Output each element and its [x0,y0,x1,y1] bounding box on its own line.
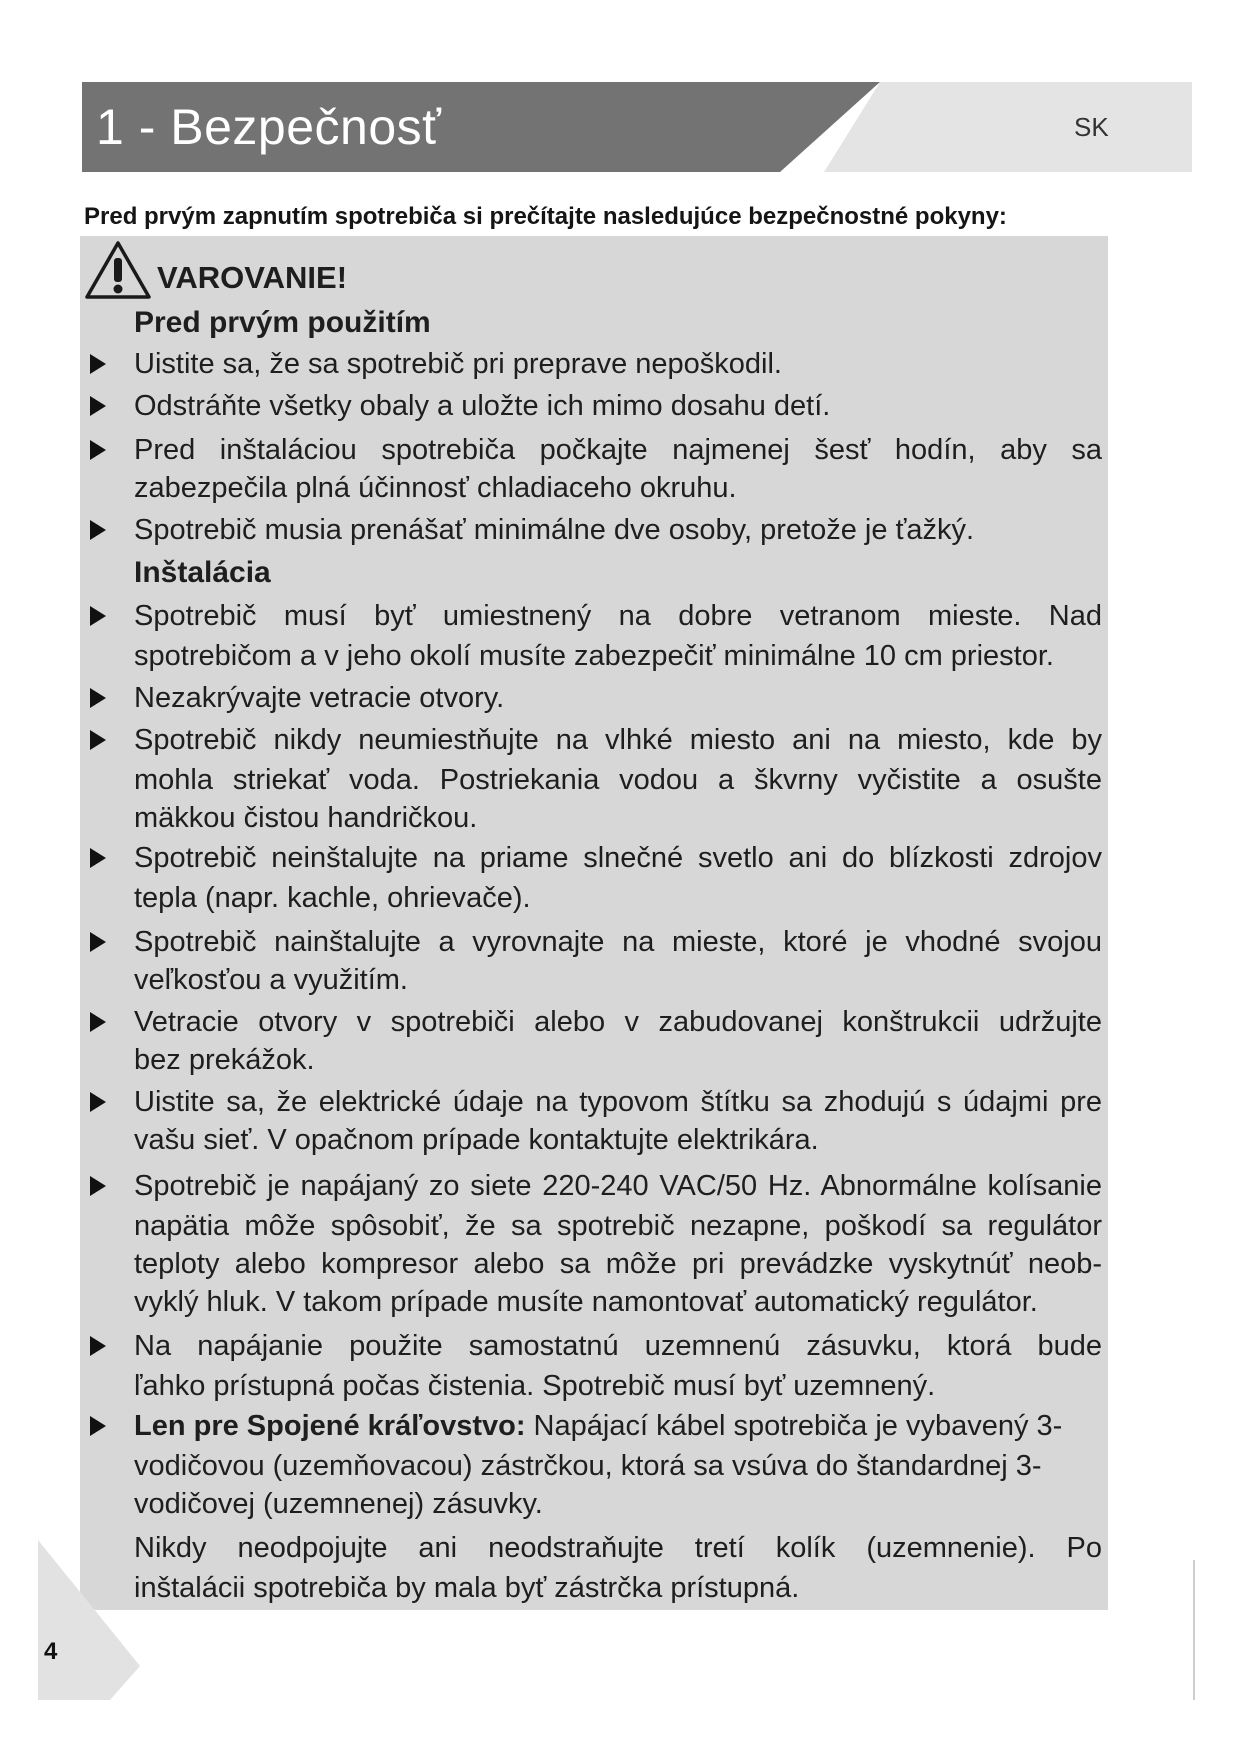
list-item-continuation: tepla (napr. kachle, ohrievače). [134,882,531,914]
list-item: Spotrebič nikdy neumiestňujte na vlhké miesto ani na miesto, kde by [134,724,1102,756]
list-item: Spotrebič nainštalujte a vyrovnajte na mieste, ktoré je vhodné svojou [134,926,1102,958]
list-item: Nezakrývajte vetracie otvory. [134,682,505,714]
list-item-continuation: ľahko prístupná počas čistenia. Spotrebič musí byť uzemnený. [134,1370,936,1402]
bullet-arrow-icon [88,352,108,376]
bullet-arrow-icon [88,1010,108,1034]
paragraph: Nikdy neodpojujte ani neodstraňujte tretí kolík (uzemnenie). Po [134,1532,1102,1564]
list-item [134,1406,1102,1446]
list-item: Spotrebič neinštalujte na priame slnečné svetlo ani do blízkosti zdrojov [134,842,1102,874]
list-item-continuation: vodičovou (uzemňovacou) zástrčkou, ktorá sa vsúva do štandardnej 3- [134,1450,1042,1482]
uk-only-label: Len pre Spojené kráľovstvo: [134,1410,526,1442]
list-item-continuation: vodičovej (uzemnenej) zásuvky. [134,1488,543,1520]
list-item: Odstráňte všetky obaly a uložte ich mimo dosahu detí. [134,390,831,422]
list-item-continuation: napätia môže spôsobiť, že sa spotrebič nezapne, poškodí sa regulátor [134,1210,1102,1242]
bullet-arrow-icon [88,846,108,870]
bullet-arrow-icon [88,518,108,542]
bullet-arrow-icon [88,1090,108,1114]
list-item: Uistite sa, že sa spotrebič pri preprave nepoškodil. [134,348,782,380]
bullet-arrow-icon [88,1174,108,1198]
bullet-arrow-icon [88,1414,108,1438]
list-item-continuation: teploty alebo kompresor alebo sa môže pri prevádzke vyskytnúť neob- [134,1248,1102,1280]
list-item-continuation: vašu sieť. V opačnom prípade kontaktujte elektrikára. [134,1124,819,1156]
page-corner-decoration [0,1540,150,1719]
list-item-continuation: veľkosťou a využitím. [134,964,408,996]
bullet-arrow-icon [88,438,108,462]
right-edge-divider [1193,1560,1195,1700]
bullet-arrow-icon [88,728,108,752]
list-item-continuation: bez prekážok. [134,1044,315,1076]
list-item-continuation: mohla striekať voda. Postriekania vodou a škvrny vyčistite a osušte [134,764,1102,796]
language-code: SK [1074,112,1109,142]
list-item: Spotrebič je napájaný zo siete 220-240 VAC/50 Hz. Abnormálne kolísanie [134,1170,1102,1202]
warning-triangle-icon [84,240,152,300]
list-item-continuation: spotrebičom a v jeho okolí musíte zabezpečiť minimálne 10 cm priestor. [134,640,1054,672]
bullet-arrow-icon [88,930,108,954]
chapter-header [0,0,1241,200]
warning-title: VAROVANIE! [157,260,348,295]
intro-text: Pred prvým zapnutím spotrebiča si prečítajte nasledujúce bezpečnostné pokyny: [84,203,1007,230]
list-item: Spotrebič musí byť umiestnený na dobre vetranom mieste. Nad [134,600,1102,632]
list-item: Pred inštaláciou spotrebiča počkajte najmenej šesť hodín, aby sa [134,434,1102,466]
chapter-title: 1 - Bezpečnosť [96,99,442,155]
section-heading-installation: Inštalácia [134,556,271,589]
bullet-arrow-icon [88,1334,108,1358]
bullet-arrow-icon [88,686,108,710]
section-heading-first-use: Pred prvým použitím [134,306,431,339]
list-item: Vetracie otvory v spotrebiči alebo v zabudovanej konštrukcii udržujte [134,1006,1102,1038]
bullet-arrow-icon [88,394,108,418]
list-item: Spotrebič musia prenášať minimálne dve osoby, pretože je ťažký. [134,514,975,546]
list-item-continuation: vyklý hluk. V takom prípade musíte namontovať automatický regulátor. [134,1286,1038,1318]
page-number: 4 [44,1638,58,1665]
uk-only-text: Napájací kábel spotrebiča je vybavený 3- [525,1410,1063,1442]
list-item-continuation: zabezpečila plná účinnosť chladiaceho okruhu. [134,472,737,504]
list-item: Uistite sa, že elektrické údaje na typovom štítku sa zhodujú s údajmi pre [134,1086,1102,1118]
bullet-arrow-icon [88,604,108,628]
paragraph-continuation: inštalácii spotrebiča by mala byť zástrčka prístupná. [134,1572,800,1604]
list-item: Na napájanie použite samostatnú uzemnenú zásuvku, ktorá bude [134,1330,1102,1362]
list-item-continuation: mäkkou čistou handričkou. [134,802,478,834]
